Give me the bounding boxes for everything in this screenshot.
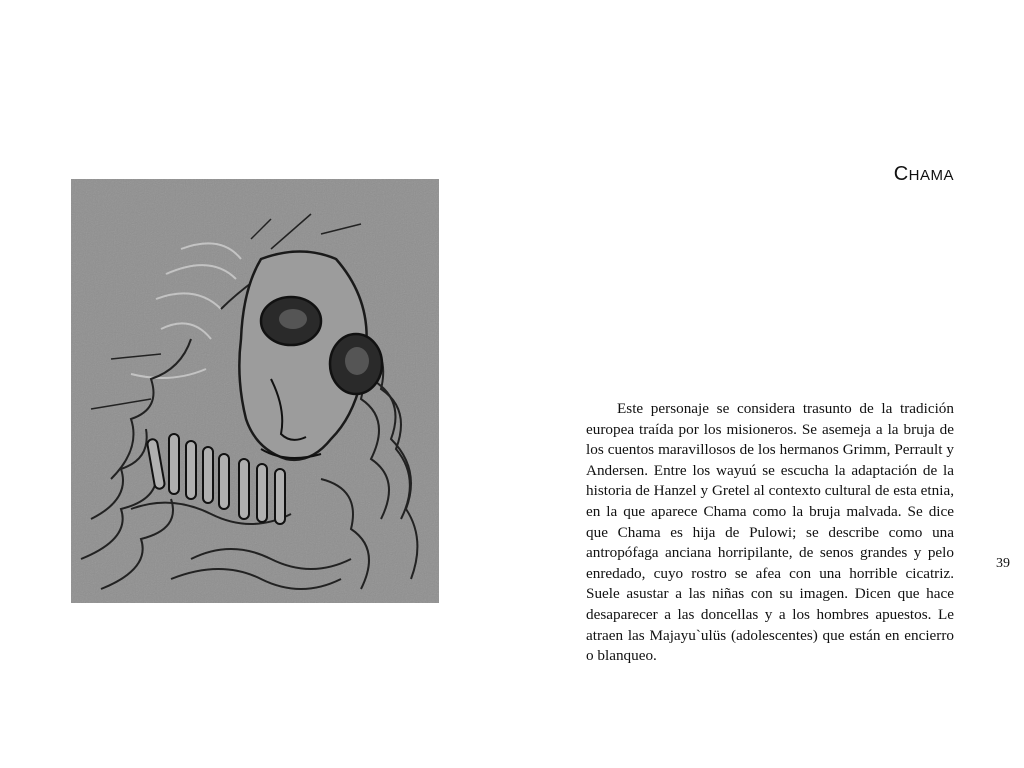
- creature-illustration-icon: [71, 179, 439, 603]
- body-paragraph: Este personaje se considera trasunto de la tradición europea traída por los misioneros. Se asemeja a la bruja de los cuentos maravillosos de los hermanos Grimm, Perrault y Andersen. Entre los wayuú se escucha la adaptación de la historia de Hanzel y Gretel al contexto cultural de esta etnia, en la que aparece Chama como la bruja malvada. Se dice que Chama es hija de Pulowi; se describe como una antropófaga anciana horripilante, de senos grandes y pelo enredado, cuyo rostro se afea con una horrible cicatriz. Suele asustar a las niñas con su imagen. Dicen que hace desaparecer a las doncellas y a los hombres apuestos. Le atraen las Majayu`ulüs (adolescentes) que están en encierro o blanqueo.: [586, 400, 954, 665]
- body-text-block: [586, 399, 954, 667]
- title-rest: HAMA: [908, 167, 954, 184]
- chama-illustration: [71, 179, 439, 603]
- title-initial: C: [893, 163, 909, 185]
- page-number: 39: [996, 556, 1010, 571]
- page-title: [894, 163, 954, 186]
